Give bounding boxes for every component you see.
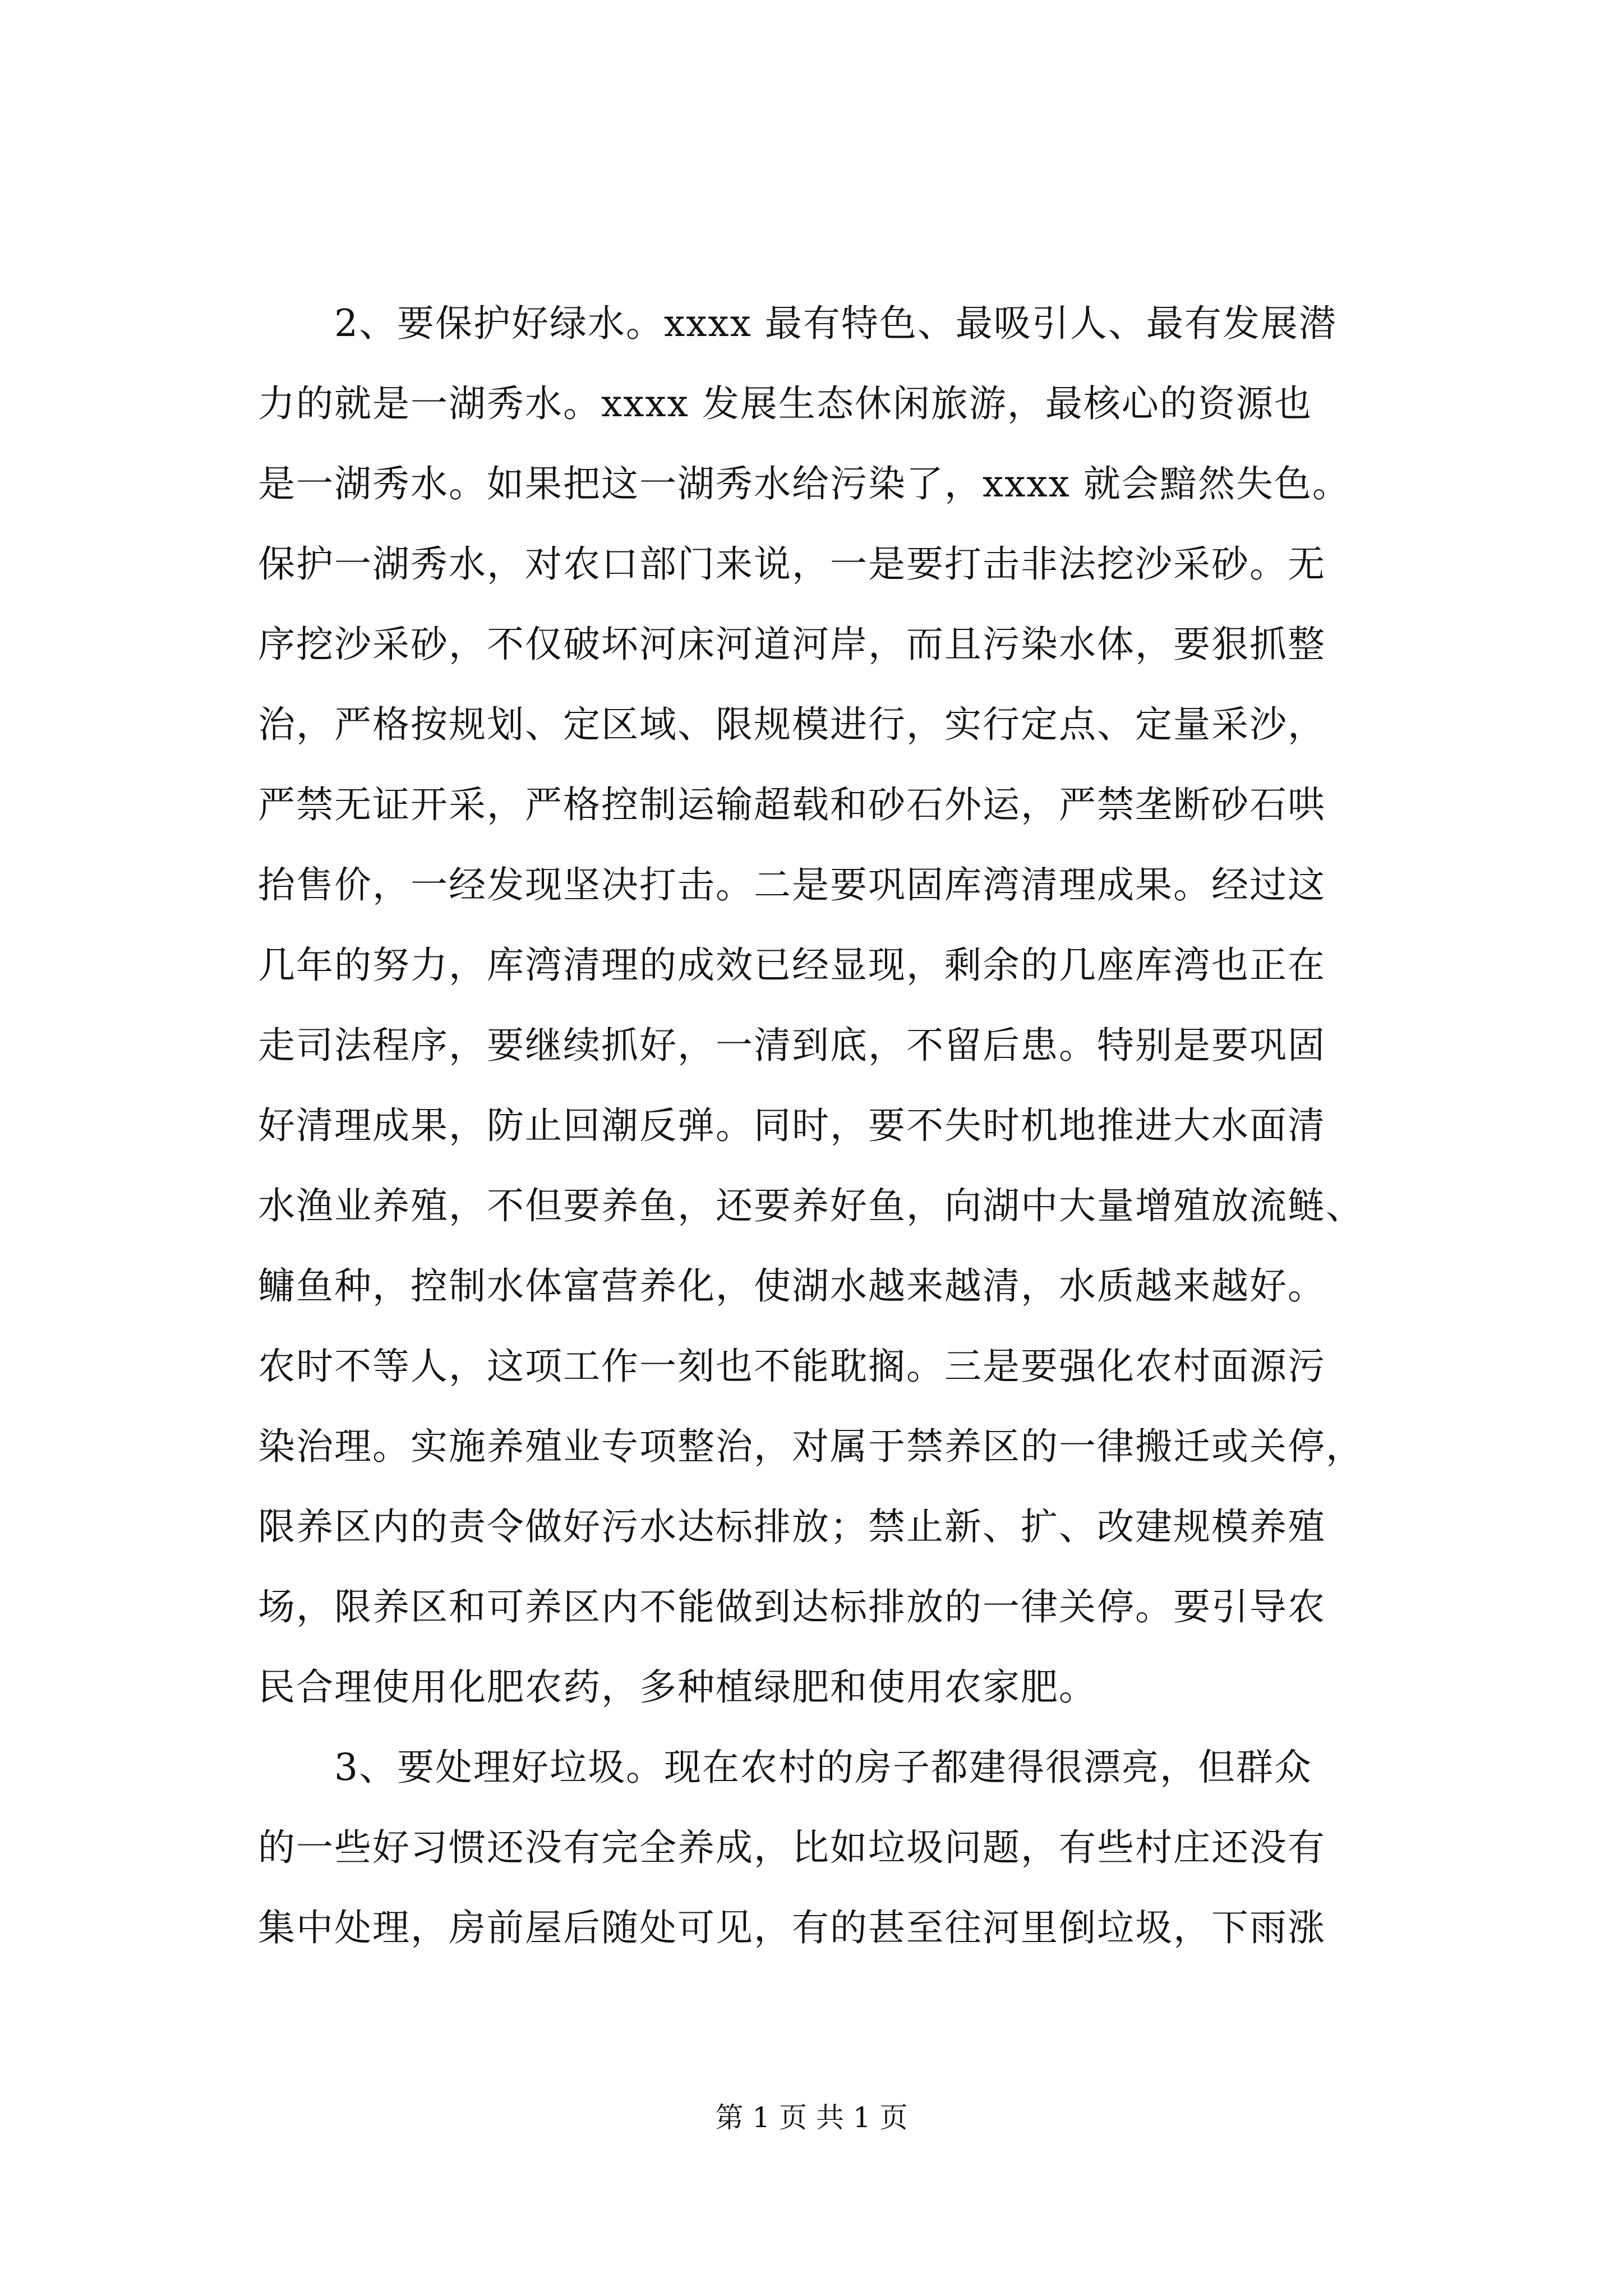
text-line: 2、要保护好绿水。xxxx 最有特色、最吸引人、最有发展潜 <box>258 302 1337 345</box>
text-line: 场，限养区和可养区内不能做到达标排放的一律关停。要引导农 <box>258 1585 1326 1628</box>
text-line: 限养区内的责令做好污水达标排放；禁止新、扩、改建规模养殖 <box>258 1505 1326 1548</box>
text-line: 民合理使用化肥农药，多种植绿肥和使用农家肥。 <box>258 1665 1097 1709</box>
text-line: 几年的努力，库湾清理的成效已经显现，剩余的几座库湾也正在 <box>258 944 1326 987</box>
text-line: 染治理。实施养殖业专项整治，对属于禁养区的一律搬迁或关停， <box>258 1425 1364 1468</box>
text-line: 力的就是一湖秀水。xxxx 发展生态休闲旅游，最核心的资源也 <box>258 382 1312 425</box>
text-line: 治，严格按规划、定区域、限规模进行，实行定点、定量采沙， <box>258 703 1326 746</box>
text-line: 抬售价，一经发现坚决打击。二是要巩固库湾清理成果。经过这 <box>258 863 1326 907</box>
text-line: 是一湖秀水。如果把这一湖秀水给污染了，xxxx 就会黯然失色。 <box>258 462 1350 505</box>
page-footer: 第 1 页 共 1 页 <box>715 2101 908 2134</box>
text-line: 走司法程序，要继续抓好，一清到底，不留后患。特别是要巩固 <box>258 1024 1326 1067</box>
text-line: 保护一湖秀水，对农口部门来说，一是要打击非法挖沙采砂。无 <box>258 542 1326 586</box>
text-line: 的一些好习惯还没有完全养成，比如垃圾问题，有些村庄还没有 <box>258 1826 1326 1869</box>
text-line: 水渔业养殖，不但要养鱼，还要养好鱼，向湖中大量增殖放流鲢、 <box>258 1184 1364 1227</box>
text-line: 好清理成果，防止回潮反弹。同时，要不失时机地推进大水面清 <box>258 1104 1326 1147</box>
text-line: 集中处理，房前屋后随处可见，有的甚至往河里倒垃圾，下雨涨 <box>258 1906 1326 1949</box>
text-line: 3、要处理好垃圾。现在农村的房子都建得很漂亮，但群众 <box>258 1746 1312 1789</box>
text-line: 严禁无证开采，严格控制运输超载和砂石外运，严禁垄断砂石哄 <box>258 783 1326 826</box>
text-line: 序挖沙采砂，不仅破坏河床河道河岸，而且污染水体，要狠抓整 <box>258 623 1326 666</box>
text-line: 鳙鱼种，控制水体富营养化，使湖水越来越清，水质越来越好。 <box>258 1264 1326 1308</box>
text-line: 农时不等人，这项工作一刻也不能耽搁。三是要强化农村面源污 <box>258 1345 1326 1388</box>
